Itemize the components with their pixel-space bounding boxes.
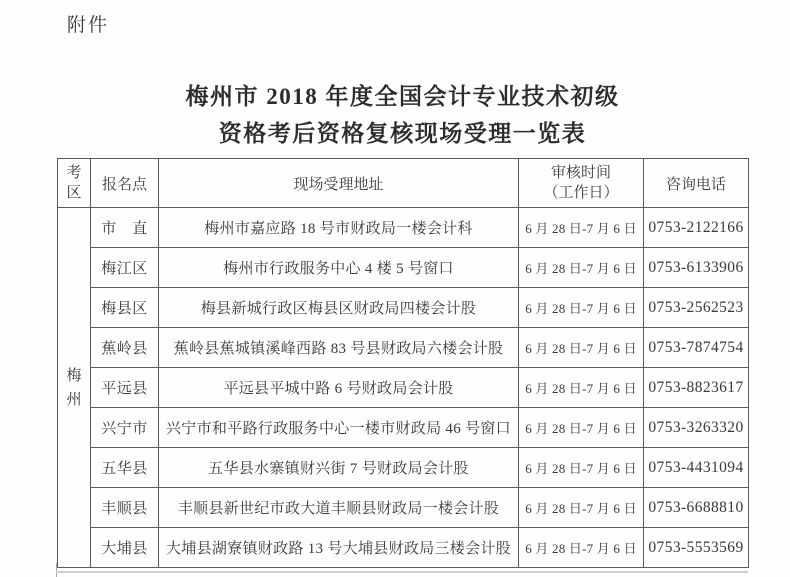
cell-address: 平远县平城中路 6 号财政局会计股 [159, 368, 519, 408]
cell-point: 大埔县 [91, 528, 159, 568]
cell-phone: 0753-3263320 [644, 408, 749, 448]
cell-phone: 0753-8823617 [644, 368, 749, 408]
cell-time: 6 月 28 日-7 月 6 日 [519, 448, 644, 488]
table-row [58, 328, 749, 368]
cell-point: 五华县 [91, 448, 159, 488]
header-cell-phone: 咨询电话 [644, 159, 749, 208]
cell-address: 丰顺县新世纪市政大道丰顺县财政局一楼会计股 [159, 488, 519, 528]
cell-time: 6 月 28 日-7 月 6 日 [519, 248, 644, 288]
cell-point: 梅江区 [91, 248, 159, 288]
table-row [58, 408, 749, 448]
header-cell-region [58, 159, 91, 208]
cell-time: 6 月 28 日-7 月 6 日 [519, 488, 644, 528]
cell-address: 蕉岭县蕉城镇溪峰西路 83 号县财政局六楼会计股 [159, 328, 519, 368]
table-row [58, 248, 749, 288]
header-cell-time [519, 159, 644, 208]
header-region-label: 考区 [66, 164, 82, 201]
cell-address: 大埔县湖寮镇财政路 13 号大埔县财政局三楼会计股 [159, 528, 519, 568]
cell-phone: 0753-2562523 [644, 288, 749, 328]
cell-time: 6 月 28 日-7 月 6 日 [519, 208, 644, 248]
cell-time: 6 月 28 日-7 月 6 日 [519, 528, 644, 568]
scan-edge-shadow-bottom [56, 571, 748, 573]
region-cell-meizhou [58, 208, 91, 568]
cell-point: 梅县区 [91, 288, 159, 328]
review-acceptance-table [57, 158, 749, 568]
cell-address: 兴宁市和平路行政服务中心一楼市财政局 46 号窗口 [159, 408, 519, 448]
table-row [58, 528, 749, 568]
header-time-line2: （工作日） [543, 185, 619, 201]
cell-address: 梅县新城行政区梅县区财政局四楼会计股 [159, 288, 519, 328]
header-cell-point: 报名点 [91, 159, 159, 208]
cell-address: 梅州市嘉应路 18 号市财政局一楼会计科 [159, 208, 519, 248]
table-header-row [58, 159, 749, 208]
cell-time: 6 月 28 日-7 月 6 日 [519, 288, 644, 328]
cell-point: 市 直 [91, 208, 159, 248]
region-label: 梅州 [66, 367, 82, 408]
cell-point: 平远县 [91, 368, 159, 408]
table-row [58, 488, 749, 528]
header-time-line1: 审核时间 [550, 165, 611, 181]
header-cell-address: 现场受理地址 [159, 159, 519, 208]
table-row [58, 208, 749, 248]
table-row [58, 288, 749, 328]
cell-phone: 0753-6133906 [644, 248, 749, 288]
document-title-line2: 资格考后资格复核现场受理一览表 [218, 121, 587, 146]
header-time-label [519, 163, 643, 203]
cell-phone: 0753-4431094 [644, 448, 749, 488]
cell-time: 6 月 28 日-7 月 6 日 [519, 408, 644, 448]
document-title [57, 78, 748, 152]
table-row [58, 368, 749, 408]
cell-point: 蕉岭县 [91, 328, 159, 368]
cell-address: 五华县水寨镇财兴街 7 号财政局会计股 [159, 448, 519, 488]
cell-point: 兴宁市 [91, 408, 159, 448]
cell-phone: 0753-2122166 [644, 208, 749, 248]
cell-phone: 0753-5553569 [644, 528, 749, 568]
table-row [58, 448, 749, 488]
cell-address: 梅州市行政服务中心 4 楼 5 号窗口 [159, 248, 519, 288]
cell-phone: 0753-6688810 [644, 488, 749, 528]
attachment-label: 附件 [67, 15, 110, 36]
cell-phone: 0753-7874754 [644, 328, 749, 368]
scan-edge-shadow-left [56, 563, 57, 577]
cell-time: 6 月 28 日-7 月 6 日 [519, 368, 644, 408]
cell-time: 6 月 28 日-7 月 6 日 [519, 328, 644, 368]
document-title-line1: 梅州市 2018 年度全国会计专业技术初级 [185, 84, 620, 109]
cell-point: 丰顺县 [91, 488, 159, 528]
